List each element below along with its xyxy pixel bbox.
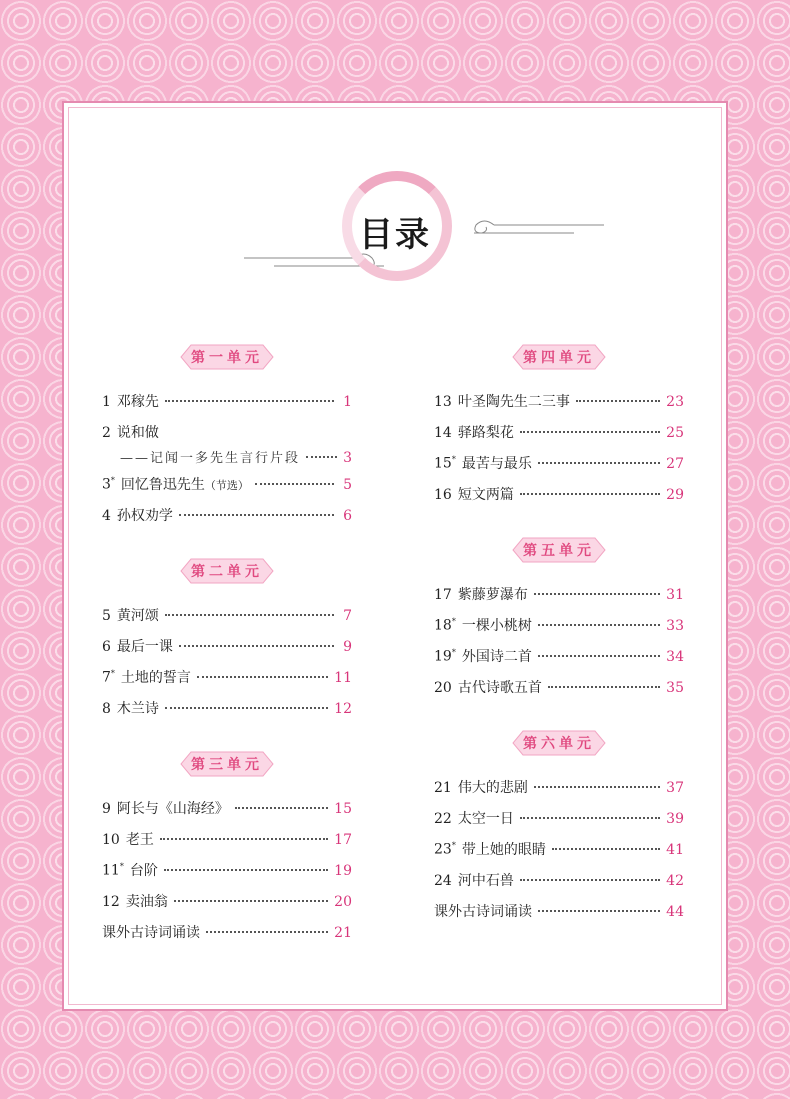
lesson-title: 阿长与《山海经》	[116, 801, 229, 817]
title-area	[64, 163, 726, 283]
unit-header	[179, 750, 275, 778]
unit-label: 第五单元	[523, 543, 595, 559]
toc-column-right	[434, 343, 684, 953]
lesson-title: 短文两篇	[457, 487, 514, 503]
unit-group	[102, 750, 352, 948]
toc-entry[interactable]	[434, 484, 684, 510]
toc-entry[interactable]	[102, 922, 352, 948]
page-number: 19	[334, 863, 352, 879]
dot-leader	[235, 807, 328, 809]
toc-entry[interactable]	[434, 777, 684, 803]
page-number: 37	[666, 780, 684, 796]
page-number: 9	[343, 639, 352, 655]
lesson-number: 1	[102, 394, 111, 410]
page-number: 6	[343, 508, 352, 524]
dot-leader	[165, 400, 334, 402]
unit-header	[179, 557, 275, 585]
lesson-number: 5	[102, 608, 111, 624]
lesson-number: 7*	[102, 669, 115, 686]
optional-marker: *	[451, 648, 456, 658]
lesson-number: 14	[434, 425, 452, 441]
lesson-number: 19*	[434, 648, 456, 665]
dot-leader	[520, 879, 660, 881]
page-number: 21	[334, 925, 352, 941]
lesson-number: 18*	[434, 617, 456, 634]
lesson-title: 黄河颂	[116, 608, 159, 624]
lesson-title: 木兰诗	[116, 701, 159, 717]
dot-leader	[164, 869, 328, 871]
dot-leader	[538, 655, 660, 657]
dot-leader	[538, 462, 660, 464]
lesson-number: 3*	[102, 476, 115, 493]
page-number: 3	[343, 450, 352, 466]
lesson-number: 22	[434, 811, 452, 827]
page-number: 27	[666, 456, 684, 472]
toc-entry[interactable]	[102, 505, 352, 531]
toc-entry[interactable]	[102, 636, 352, 662]
toc-entry[interactable]	[102, 474, 352, 500]
optional-marker: *	[451, 841, 456, 851]
dot-leader	[165, 707, 328, 709]
lesson-title: 老王	[125, 832, 154, 848]
page-number: 12	[334, 701, 352, 717]
unit-group	[102, 343, 352, 531]
dot-leader	[179, 645, 334, 647]
dot-leader	[206, 931, 328, 933]
unit-label: 第二单元	[191, 564, 263, 580]
toc-entry[interactable]	[102, 698, 352, 724]
dot-leader	[552, 848, 660, 850]
page-number: 5	[343, 477, 352, 493]
lesson-title: 叶圣陶先生二三事	[457, 394, 570, 410]
unit-header	[179, 343, 275, 371]
lesson-title: 一棵小桃树	[461, 618, 532, 634]
dot-leader	[520, 817, 660, 819]
dot-leader	[534, 593, 660, 595]
dot-leader	[534, 786, 660, 788]
lesson-title: 驿路梨花	[457, 425, 514, 441]
page-number: 7	[343, 608, 352, 624]
lesson-number: 20	[434, 680, 452, 696]
lesson-note: （节选）	[204, 479, 249, 492]
lesson-title: 太空一日	[457, 811, 514, 827]
lesson-title: 土地的誓言	[120, 670, 191, 686]
dot-leader	[538, 624, 660, 626]
lesson-number: 10	[102, 832, 120, 848]
dot-leader	[174, 900, 328, 902]
page-number: 11	[334, 670, 352, 686]
unit-label: 第一单元	[191, 350, 263, 366]
lesson-title: 课外古诗词诵读	[102, 925, 200, 941]
unit-label: 第四单元	[523, 350, 595, 366]
toc-entry[interactable]	[434, 677, 684, 703]
lesson-title: 说和做	[116, 425, 159, 441]
lesson-title: 紫藤萝瀑布	[457, 587, 528, 603]
lesson-number: 12	[102, 894, 120, 910]
page-frame	[62, 101, 728, 1011]
lesson-title: 卖油翁	[125, 894, 168, 910]
toc-entry[interactable]	[434, 808, 684, 834]
page-number: 31	[666, 587, 684, 603]
page-number: 15	[334, 801, 352, 817]
optional-marker: *	[110, 476, 115, 486]
lesson-number: 8	[102, 701, 111, 717]
lesson-title: 古代诗歌五首	[457, 680, 542, 696]
page-number: 42	[666, 873, 684, 889]
page-number: 25	[666, 425, 684, 441]
dot-leader	[255, 483, 334, 485]
dot-leader	[576, 400, 660, 402]
dot-leader	[197, 676, 328, 678]
page-number: 39	[666, 811, 684, 827]
unit-label: 第三单元	[191, 757, 263, 773]
lesson-title: 课外古诗词诵读	[434, 904, 532, 920]
lesson-number: 11*	[102, 862, 124, 879]
toc-entry[interactable]	[102, 798, 352, 824]
toc-entry[interactable]	[434, 584, 684, 610]
toc-column-left	[102, 343, 352, 974]
page-number: 35	[666, 680, 684, 696]
page-number: 44	[666, 904, 684, 920]
lesson-title: 邓稼先	[116, 394, 159, 410]
optional-marker: *	[451, 617, 456, 627]
toc-entry[interactable]	[434, 453, 684, 479]
lesson-title: 孙权劝学	[116, 508, 173, 524]
unit-label: 第六单元	[523, 736, 595, 752]
page-number: 34	[666, 649, 684, 665]
lesson-number: 23*	[434, 841, 456, 858]
page-number: 1	[343, 394, 352, 410]
page-number: 23	[666, 394, 684, 410]
lesson-number: 6	[102, 639, 111, 655]
toc-entry[interactable]	[102, 667, 352, 693]
lesson-title: 带上她的眼睛	[461, 842, 546, 858]
unit-header	[511, 343, 607, 371]
dot-leader	[179, 514, 334, 516]
subtitle-text: ——记闻一多先生言行片段	[120, 451, 301, 466]
dot-leader	[160, 838, 328, 840]
toc-entry[interactable]	[434, 646, 684, 672]
unit-group	[434, 343, 684, 510]
page-number: 20	[334, 894, 352, 910]
lesson-number: 15*	[434, 455, 456, 472]
lesson-number: 17	[434, 587, 452, 603]
toc-entry[interactable]	[434, 615, 684, 641]
toc-entry[interactable]	[434, 870, 684, 896]
page-title: 目录	[359, 215, 431, 255]
lesson-title: 最苦与最乐	[461, 456, 532, 472]
lesson-title: 最后一课	[116, 639, 173, 655]
dot-leader	[538, 910, 660, 912]
lesson-number: 16	[434, 487, 452, 503]
toc-entry[interactable]	[102, 391, 352, 417]
lesson-number: 21	[434, 780, 452, 796]
unit-header	[511, 536, 607, 564]
optional-marker: *	[451, 455, 456, 465]
dot-leader	[520, 493, 660, 495]
toc-entry[interactable]	[434, 391, 684, 417]
page-number: 29	[666, 487, 684, 503]
optional-marker: *	[119, 862, 124, 872]
lesson-title: 台阶	[129, 863, 158, 879]
dot-leader	[548, 686, 660, 688]
optional-marker: *	[110, 669, 115, 679]
lesson-number: 9	[102, 801, 111, 817]
unit-group	[434, 536, 684, 703]
lesson-number: 2	[102, 425, 111, 441]
toc-entry[interactable]	[434, 422, 684, 448]
lesson-number: 24	[434, 873, 452, 889]
toc-entry[interactable]	[102, 860, 352, 886]
lesson-title: 河中石兽	[457, 873, 514, 889]
toc-entry[interactable]	[102, 891, 352, 917]
dot-leader	[520, 431, 660, 433]
unit-group	[434, 729, 684, 927]
toc-entry[interactable]	[102, 829, 352, 855]
unit-group	[102, 557, 352, 724]
lesson-number: 4	[102, 508, 111, 524]
toc-entry[interactable]	[434, 839, 684, 865]
lesson-title: 回忆鲁迅先生	[120, 477, 205, 493]
page-number: 41	[666, 842, 684, 858]
page-number: 17	[334, 832, 352, 848]
lesson-title: 伟大的悲剧	[457, 780, 528, 796]
dot-leader	[306, 456, 337, 458]
toc-entry[interactable]	[434, 901, 684, 927]
dot-leader	[165, 614, 334, 616]
toc-entry[interactable]	[102, 422, 352, 448]
toc-entry[interactable]	[102, 605, 352, 631]
page-number: 33	[666, 618, 684, 634]
toc-subtitle[interactable]	[102, 447, 352, 469]
lesson-number: 13	[434, 394, 452, 410]
unit-header	[511, 729, 607, 757]
lesson-title: 外国诗二首	[461, 649, 532, 665]
